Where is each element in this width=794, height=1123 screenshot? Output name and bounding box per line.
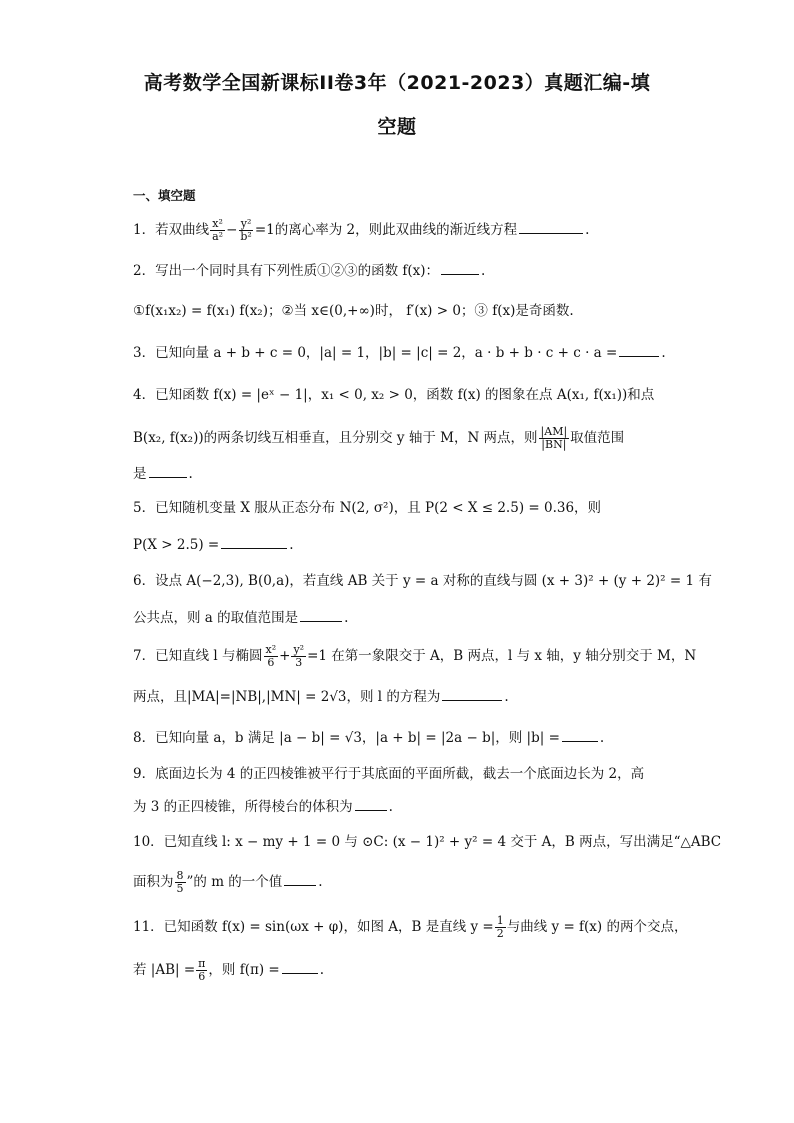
fraction-8-5: $\frac{8}{5}$ xyxy=(176,869,184,895)
question-9-line-2: 为 3 的正四棱锥，所得棱台的体积为 . xyxy=(133,796,693,817)
question-4-line-1: 4．已知函数 f(x) = |eˣ − 1|，x₁ < 0, x₂ > 0，函数 f(x) 的图象在点 A(x₁, f(x₁))和点 xyxy=(133,387,655,403)
answer-blank xyxy=(562,727,598,742)
question-5-line-2: P(X > 2.5) = . xyxy=(133,534,693,555)
fraction-x2-6: $\frac{\text{x²}}{6}$ xyxy=(265,643,277,669)
document-title-line-1: 高考数学全国新课标II卷3年（2021-2023）真题汇编-填 xyxy=(143,72,651,94)
question-6-line-1: 6．设点 A(−2,3), B(0,a)，若直线 AB 关于 y = a 对称的直线与圆 (x + 3)² + (y + 2)² = 1 有 xyxy=(133,573,712,589)
question-11-line-1: 11．已知函数 f(x) = sin(ωx + φ)，如图 A，B 是直线 y = $\frac{1}{2}$ 与曲线 y = f(x) 的两个交点， xyxy=(133,914,688,940)
question-10-line-2: 面积为 $\frac{8}{5}$ ”的 m 的一个值 . xyxy=(133,869,323,895)
answer-blank xyxy=(300,607,342,622)
answer-blank xyxy=(284,871,316,886)
answer-blank xyxy=(442,686,502,701)
document-title-line-2: 空题 xyxy=(377,116,417,138)
answer-blank xyxy=(149,463,187,478)
question-9-line-1: 9．底面边长为 4 的正四棱锥被平行于其底面的平面所截，截去一个底面边长为 2，高 xyxy=(133,766,645,782)
question-7-line-1: 7．已知直线 l 与椭圆 $\frac{\text{x²}}{6}$ + $\frac{\text{y²}}{3}$ =1 在第一象限交于 A，B 两点，l 与 x 轴，y 轴分别交于 M，N xyxy=(133,643,697,669)
question-5-line-1: 5．已知随机变量 X 服从正态分布 N(2, σ²)，且 P(2 < X ≤ 2.5) = 0.36，则 xyxy=(133,500,602,516)
question-11-line-2: 若 |AB| = $\frac{\pi}{6}$ ，则 f(π) = . xyxy=(133,957,324,983)
answer-blank xyxy=(221,534,287,549)
fraction-y2-3: $\frac{\text{y²}}{3}$ xyxy=(293,643,305,669)
fraction-y2-b2: $\frac{\text{y²}}{\text{b²}}$ xyxy=(240,217,252,243)
question-7-line-2: 两点，且|MA|=|NB|,|MN| = 2√3，则 l 的方程为 . xyxy=(133,686,693,707)
answer-blank xyxy=(355,796,387,811)
question-1: 1．若双曲线 $\frac{\text{x²}}{\text{a²}}$ − $\frac{\text{y²}}{\text{b²}}$ =1的离心率为 2，则此双曲线的渐近线方程 . xyxy=(133,217,590,243)
fraction-am-bn: $\frac{|AM|}{|BN|}$ xyxy=(540,425,568,451)
question-2-properties: ①f(x₁x₂) = f(x₁) f(x₂)；②当 x∈(0,+∞)时， f′(x) > 0；③ f(x)是奇函数. xyxy=(133,303,574,319)
answer-blank xyxy=(619,342,659,357)
section-heading: 一、填空题 xyxy=(133,188,196,203)
answer-blank xyxy=(282,959,318,974)
fraction-pi-6: $\frac{\pi}{6}$ xyxy=(198,957,206,983)
answer-blank xyxy=(441,260,479,275)
question-10-line-1: 10．已知直线 l: x − my + 1 = 0 与 ⊙C: (x − 1)² + y² = 4 交于 A，B 两点，写出满足“△ABC xyxy=(133,834,722,850)
fraction-x2-a2: $\frac{\text{x²}}{\text{a²}}$ xyxy=(212,217,224,243)
question-2: 2．写出一个同时具有下列性质①②③的函数 f(x)： . xyxy=(133,260,693,281)
answer-blank xyxy=(519,219,583,234)
question-4-line-3: 是 . xyxy=(133,463,693,484)
question-3: 3．已知向量 a + b + c = 0，|a| = 1，|b| = |c| = 2，a · b + b · c + c · a = . xyxy=(133,342,693,363)
question-8: 8．已知向量 a，b 满足 |a − b| = √3，|a + b| = |2a − b|，则 |b| = . xyxy=(133,727,693,748)
question-4-line-2: B(x₂, f(x₂))的两条切线互相垂直，且分别交 y 轴于 M，N 两点，则 $\frac{|AM|}{|BN|}$ 取值范围 xyxy=(133,425,625,451)
fraction-1-2: $\frac{1}{2}$ xyxy=(496,914,504,940)
question-6-line-2: 公共点，则 a 的取值范围是 . xyxy=(133,607,693,628)
